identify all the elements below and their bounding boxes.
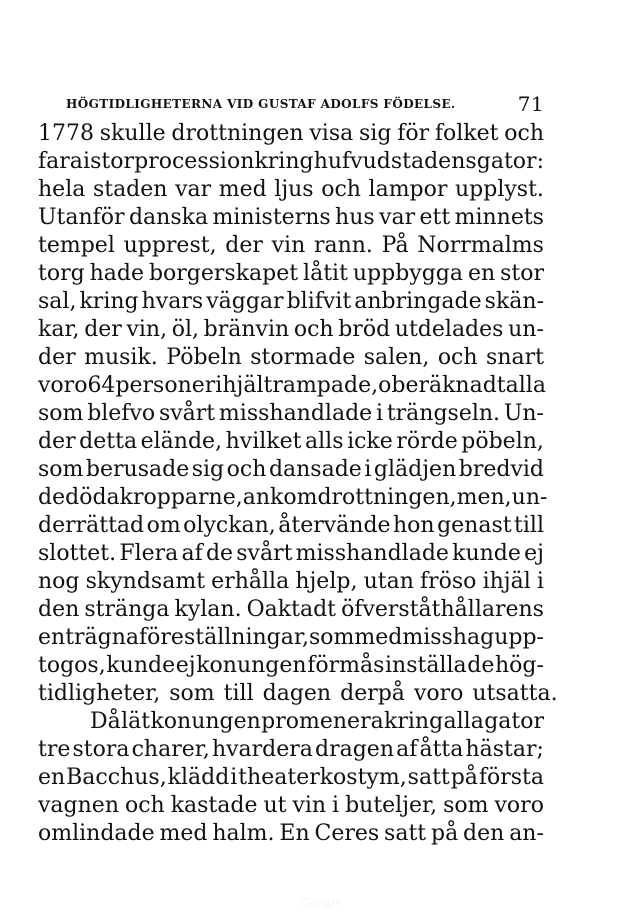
book-page	[38, 92, 558, 848]
body-text	[38, 120, 558, 848]
watermark-logo	[300, 894, 360, 910]
text-line: Utanför danska ministerns hus var ett minnets	[38, 205, 544, 230]
running-title: HÖGTIDLIGHETERNA VID GUSTAF ADOLFS FÖDELSE.	[66, 97, 456, 111]
text-line: sal, kring hvars väggar blifvit anbringade skän-	[38, 289, 544, 314]
text-line: enträgna föreställningar, som med misshag upp-	[38, 625, 544, 650]
text-line: 1778 skulle drottningen visa sig för folket och	[38, 121, 544, 146]
text-line: slottet. Flera af de svårt misshandlade kunde ej	[38, 541, 544, 566]
text-line: tre stora charer, hvardera dragen af åtta hästar;	[38, 737, 544, 762]
text-line: der musik. Pöbeln stormade salen, och snart	[38, 345, 544, 370]
text-line: hela staden var med ljus och lampor upplyst.	[38, 177, 544, 202]
text-line: torg hade borgerskapet låtit uppbygga en stor	[38, 261, 544, 286]
paragraph1	[38, 120, 558, 708]
running-head	[38, 92, 544, 120]
text-line: vagnen och kastade ut vin i buteljer, som voro	[38, 793, 544, 818]
text-line: som blefvo svårt misshandlade i trängseln. Un-	[38, 401, 544, 426]
text-line: fara i stor procession kring hufvudstadens gator:	[38, 149, 544, 174]
text-line: som berusade sig och dansade i glädjen bredvid	[38, 457, 544, 482]
text-line: voro 64 personer ihjältrampade, oberäknadt alla	[38, 373, 546, 398]
text-line: Då lät konungen promenera kring alla gator	[90, 709, 544, 734]
text-line: derrättad om olyckan, återvände hon genast till	[38, 513, 544, 538]
text-line: kar, der vin, öl, bränvin och bröd utdelades un-	[38, 317, 544, 342]
text-line: togos, kunde ej konungen förmås inställa de hög-	[38, 653, 544, 678]
text-line: nog skyndsamt erhålla hjelp, utan fröso ihjäl i	[38, 569, 544, 594]
paragraph2	[38, 708, 544, 848]
text-line: tidligheter, som till dagen derpå voro utsatta.	[38, 681, 558, 706]
text-line: de döda kropparne, ankom drottningen, men, un-	[38, 485, 548, 510]
page-number: 71	[517, 92, 544, 116]
text-line: en Bacchus, klädd i theaterkostym, satt på första	[38, 765, 544, 790]
svg-text:Google: Google	[300, 896, 342, 910]
text-line: der detta elände, hvilket alls icke rörde pöbeln,	[38, 429, 544, 454]
text-line: tempel upprest, der vin rann. På Norrmalms	[38, 233, 544, 258]
text-line: den stränga kylan. Oaktadt öfverståthållarens	[38, 597, 544, 622]
text-line: omlindade med halm. En Ceres satt på den an-	[38, 821, 544, 846]
